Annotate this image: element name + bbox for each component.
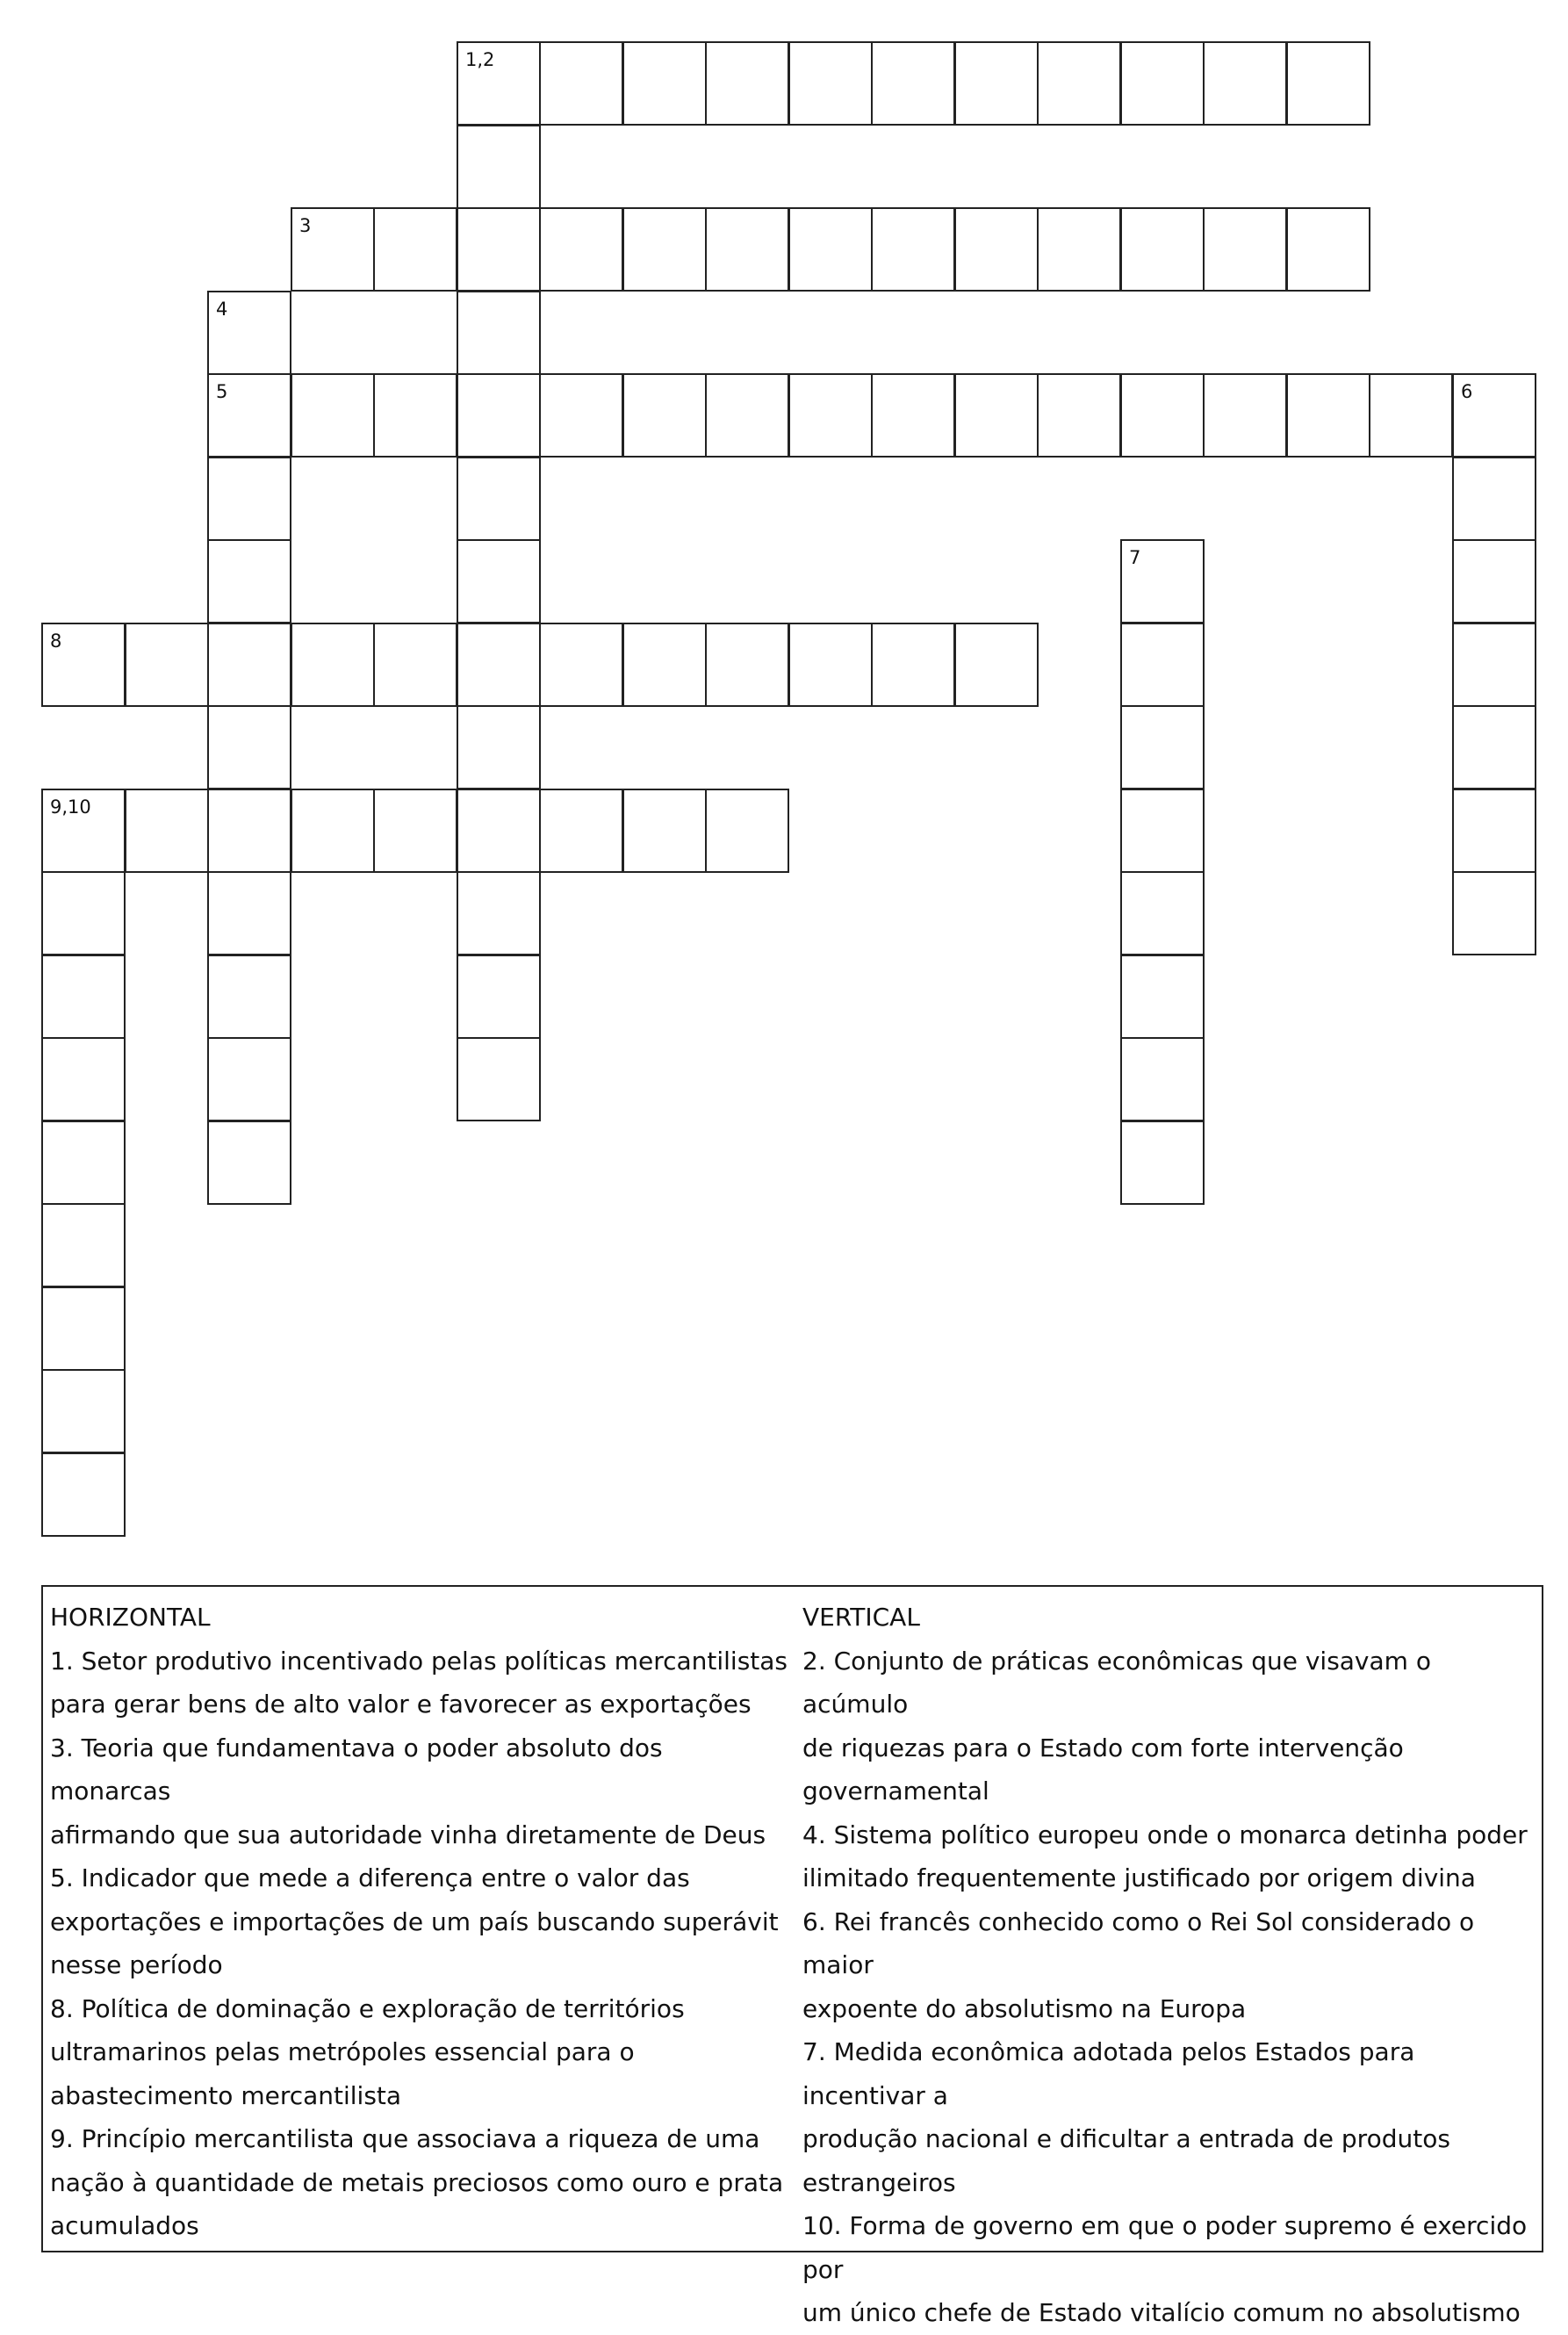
- grid-cell[interactable]: [1452, 539, 1536, 623]
- grid-cell[interactable]: [1037, 207, 1121, 292]
- grid-cell[interactable]: [622, 789, 707, 873]
- grid-cell[interactable]: [622, 623, 707, 707]
- grid-cell[interactable]: [705, 789, 789, 873]
- grid-cell[interactable]: [1037, 41, 1121, 126]
- clue-number: 6: [1461, 381, 1473, 402]
- grid-cell[interactable]: [207, 539, 291, 623]
- grid-cell[interactable]: [788, 41, 873, 126]
- grid-cell[interactable]: [1120, 955, 1205, 1039]
- grid-cell[interactable]: [41, 1203, 126, 1287]
- clue-number: 1,2: [465, 49, 495, 70]
- grid-cell[interactable]: [41, 955, 126, 1039]
- grid-cell[interactable]: [954, 207, 1039, 292]
- clue-horizontal-9: 9. Princípio mercantilista que associava a riqueza de uma nação à quantidade de metais preciosos como ouro e prata acumulados: [50, 2124, 784, 2240]
- clue-vertical-6: 6. Rei francês conhecido como o Rei Sol considerado o maior expoente do absolutismo na Europa: [802, 1906, 1475, 2023]
- grid-cell[interactable]: [1286, 207, 1370, 292]
- grid-cell[interactable]: [373, 373, 457, 458]
- grid-cell[interactable]: [622, 373, 707, 458]
- grid-cell[interactable]: [207, 1037, 291, 1121]
- clue-horizontal-1: 1. Setor produtivo incentivado pelas políticas mercantilistas para gerar bens de alto valor e favorecer as exportações: [50, 1646, 788, 1719]
- grid-cell[interactable]: [125, 623, 209, 707]
- grid-cell[interactable]: [1120, 623, 1205, 707]
- horizontal-clues: [50, 1596, 788, 2248]
- grid-cell[interactable]: [1452, 789, 1536, 873]
- grid-cell[interactable]: [788, 207, 873, 292]
- clue-horizontal-5: 5. Indicador que mede a diferença entre o valor das exportações e importações de um país buscando superávit nesse período: [50, 1863, 779, 1979]
- grid-cell[interactable]: [457, 1037, 541, 1121]
- grid-cell[interactable]: [1369, 373, 1453, 458]
- vertical-title: VERTICAL: [802, 1603, 920, 1632]
- grid-cell[interactable]: [1452, 457, 1536, 541]
- grid-cell[interactable]: [1452, 373, 1536, 458]
- grid-cell[interactable]: [705, 373, 789, 458]
- grid-cell[interactable]: [871, 623, 955, 707]
- grid-cell[interactable]: [457, 291, 541, 375]
- grid-cell[interactable]: [457, 955, 541, 1039]
- clue-number: 3: [299, 215, 312, 236]
- grid-cell[interactable]: [457, 871, 541, 955]
- grid-cell[interactable]: [871, 207, 955, 292]
- clue-vertical-10: 10. Forma de governo em que o poder supremo é exercido por um único chefe de Estado vitalício comum no absolutismo: [802, 2211, 1528, 2327]
- grid-cell[interactable]: [871, 373, 955, 458]
- grid-cell[interactable]: [1120, 373, 1205, 458]
- grid-cell[interactable]: [457, 373, 541, 458]
- grid-cell[interactable]: [457, 207, 541, 292]
- grid-cell[interactable]: [207, 705, 291, 789]
- grid-cell[interactable]: [373, 623, 457, 707]
- clue-number: 5: [216, 381, 228, 402]
- grid-cell[interactable]: [207, 1121, 291, 1205]
- grid-cell[interactable]: [1120, 207, 1205, 292]
- grid-cell[interactable]: [41, 1121, 126, 1205]
- grid-cell[interactable]: [457, 705, 541, 789]
- grid-cell[interactable]: [41, 1369, 126, 1453]
- grid-cell[interactable]: [207, 871, 291, 955]
- grid-cell[interactable]: [457, 125, 541, 209]
- grid-cell[interactable]: [291, 373, 375, 458]
- clue-number: 9,10: [50, 796, 91, 818]
- grid-cell[interactable]: [207, 373, 291, 458]
- grid-cell[interactable]: [954, 41, 1039, 126]
- grid-cell[interactable]: [291, 207, 375, 292]
- grid-cell[interactable]: [954, 623, 1039, 707]
- clue-vertical-7: 7. Medida econômica adotada pelos Estados para incentivar a produção nacional e dificultar a entrada de produtos estrangeiros: [802, 2037, 1450, 2197]
- grid-cell[interactable]: [1120, 789, 1205, 873]
- clue-number: 7: [1129, 547, 1141, 568]
- grid-cell[interactable]: [1120, 1037, 1205, 1121]
- clue-vertical-4: 4. Sistema político europeu onde o monarca detinha poder ilimitado frequentemente justificado por origem divina: [802, 1820, 1528, 1892]
- grid-cell[interactable]: [1203, 373, 1287, 458]
- grid-cell[interactable]: [1286, 373, 1370, 458]
- grid-cell[interactable]: [539, 207, 623, 292]
- grid-cell[interactable]: [622, 207, 707, 292]
- grid-cell[interactable]: [457, 539, 541, 623]
- grid-cell[interactable]: [1452, 871, 1536, 955]
- clue-number: 4: [216, 299, 228, 320]
- grid-cell[interactable]: [871, 41, 955, 126]
- grid-cell[interactable]: [539, 41, 623, 126]
- grid-cell[interactable]: [1286, 41, 1370, 126]
- grid-cell[interactable]: [207, 955, 291, 1039]
- grid-cell[interactable]: [41, 623, 126, 707]
- grid-cell[interactable]: [41, 1452, 126, 1537]
- grid-cell[interactable]: [705, 623, 789, 707]
- grid-cell[interactable]: [41, 1286, 126, 1371]
- grid-cell[interactable]: [539, 623, 623, 707]
- grid-cell[interactable]: [705, 41, 789, 126]
- grid-cell[interactable]: [207, 457, 291, 541]
- grid-cell[interactable]: [1452, 705, 1536, 789]
- grid-cell[interactable]: [207, 623, 291, 707]
- grid-cell[interactable]: [457, 623, 541, 707]
- grid-cell[interactable]: [1120, 41, 1205, 126]
- grid-cell[interactable]: [291, 789, 375, 873]
- grid-cell[interactable]: [373, 789, 457, 873]
- clue-horizontal-3: 3. Teoria que fundamentava o poder absoluto dos monarcas afirmando que sua autoridade vinha diretamente de Deus: [50, 1733, 766, 1849]
- clue-vertical-2: 2. Conjunto de práticas econômicas que visavam o acúmulo de riquezas para o Estado com forte intervenção governamental: [802, 1646, 1431, 1805]
- grid-cell[interactable]: [125, 789, 209, 873]
- clues-box: [41, 1585, 1543, 2327]
- clue-number: 8: [50, 631, 62, 652]
- grid-cell[interactable]: [539, 789, 623, 873]
- grid-cell[interactable]: [788, 623, 873, 707]
- grid-cell[interactable]: [41, 1037, 126, 1121]
- grid-cell[interactable]: [539, 373, 623, 458]
- grid-cell[interactable]: [291, 623, 375, 707]
- grid-cell[interactable]: [207, 789, 291, 873]
- grid-cell[interactable]: [1203, 41, 1287, 126]
- grid-cell[interactable]: [457, 789, 541, 873]
- clue-horizontal-8: 8. Política de dominação e exploração de territórios ultramarinos pelas metrópoles essencial para o abastecimento mercantilista: [50, 1993, 685, 2110]
- grid-cell[interactable]: [1037, 373, 1121, 458]
- vertical-clues: [802, 1596, 1540, 2335]
- grid-cell[interactable]: [1203, 207, 1287, 292]
- grid-cell[interactable]: [1120, 1121, 1205, 1205]
- grid-cell[interactable]: [41, 871, 126, 955]
- grid-cell[interactable]: [457, 457, 541, 541]
- grid-cell[interactable]: [954, 373, 1039, 458]
- grid-cell[interactable]: [788, 373, 873, 458]
- grid-cell[interactable]: [1120, 539, 1205, 623]
- horizontal-title: HORIZONTAL: [50, 1603, 211, 1632]
- grid-cell[interactable]: [622, 41, 707, 126]
- grid-cell[interactable]: [705, 207, 789, 292]
- grid-cell[interactable]: [207, 291, 291, 375]
- grid-cell[interactable]: [41, 789, 126, 873]
- grid-cell[interactable]: [373, 207, 457, 292]
- grid-cell[interactable]: [457, 41, 541, 126]
- grid-cell[interactable]: [1120, 705, 1205, 789]
- grid-cell[interactable]: [1452, 623, 1536, 707]
- grid-cell[interactable]: [1120, 871, 1205, 955]
